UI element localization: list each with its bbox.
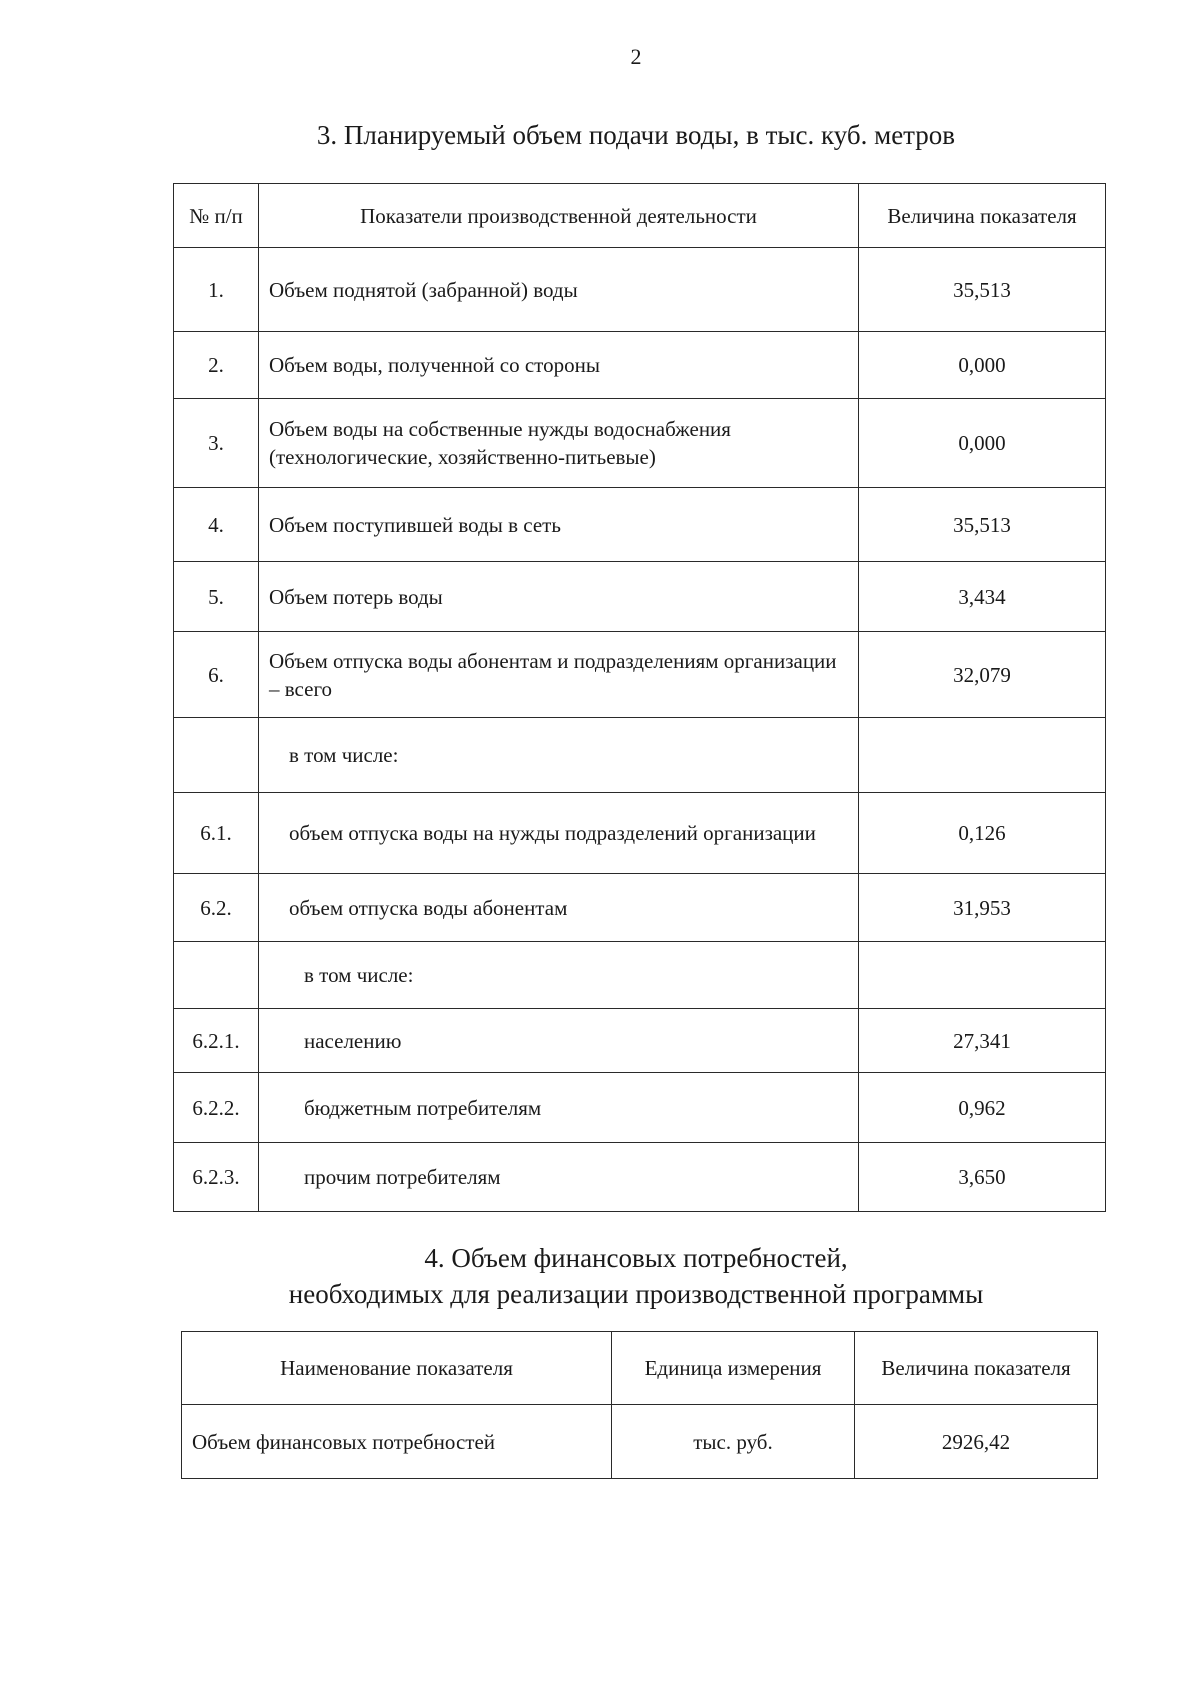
row-name: Объем финансовых потребностей — [182, 1405, 612, 1479]
row-value: 31,953 — [859, 874, 1106, 942]
row-value — [859, 718, 1106, 793]
row-indicator: прочим потребителям — [259, 1143, 859, 1212]
water-supply-table — [173, 183, 1106, 1212]
row-value — [859, 942, 1106, 1009]
row-number: 6.2.3. — [174, 1143, 259, 1212]
row-value: 27,341 — [859, 1009, 1106, 1073]
row-number: 2. — [174, 332, 259, 399]
table-row — [174, 793, 1106, 874]
row-indicator: населению — [259, 1009, 859, 1073]
table-row — [174, 562, 1106, 632]
row-indicator: объем отпуска воды на нужды подразделений организации — [259, 793, 859, 874]
row-number: 1. — [174, 248, 259, 332]
row-number: 6.2. — [174, 874, 259, 942]
section4-title — [0, 1240, 1200, 1312]
column-header-indicator: Показатели производственной деятельности — [259, 184, 859, 248]
row-value: 35,513 — [859, 488, 1106, 562]
row-value: 2926,42 — [855, 1405, 1098, 1479]
row-number: 6. — [174, 632, 259, 718]
table-row — [174, 874, 1106, 942]
table-row — [174, 332, 1106, 399]
table-row — [174, 248, 1106, 332]
table-header-row — [182, 1332, 1098, 1405]
column-header-value: Величина показателя — [855, 1332, 1098, 1405]
table-row — [174, 399, 1106, 488]
table-row — [174, 632, 1106, 718]
row-indicator: в том числе: — [259, 942, 859, 1009]
table-row — [174, 1073, 1106, 1143]
row-number: 6.2.2. — [174, 1073, 259, 1143]
row-number: 6.1. — [174, 793, 259, 874]
table-row — [174, 718, 1106, 793]
row-indicator: Объем воды, полученной со стороны — [259, 332, 859, 399]
row-value: 0,962 — [859, 1073, 1106, 1143]
table-row — [174, 1143, 1106, 1212]
table-row — [174, 942, 1106, 1009]
row-indicator: Объем отпуска воды абонентам и подразделениям организации – всего — [259, 632, 859, 718]
row-unit: тыс. руб. — [612, 1405, 855, 1479]
column-header-unit: Единица измерения — [612, 1332, 855, 1405]
column-header-value: Величина показателя — [859, 184, 1106, 248]
row-number — [174, 718, 259, 793]
column-header-name: Наименование показателя — [182, 1332, 612, 1405]
table-row — [182, 1405, 1098, 1479]
table-header-row — [174, 184, 1106, 248]
table-row — [174, 1009, 1106, 1073]
row-indicator: бюджетным потребителям — [259, 1073, 859, 1143]
row-value: 3,650 — [859, 1143, 1106, 1212]
page-number: 2 — [630, 44, 642, 69]
row-indicator: Объем потерь воды — [259, 562, 859, 632]
row-indicator: Объем поднятой (забранной) воды — [259, 248, 859, 332]
row-indicator: Объем поступившей воды в сеть — [259, 488, 859, 562]
section4-title-line1: 4. Объем финансовых потребностей, — [424, 1243, 848, 1273]
row-number — [174, 942, 259, 1009]
row-value: 0,000 — [859, 399, 1106, 488]
table-row — [174, 488, 1106, 562]
row-indicator: в том числе: — [259, 718, 859, 793]
row-number: 3. — [174, 399, 259, 488]
row-number: 4. — [174, 488, 259, 562]
row-number: 5. — [174, 562, 259, 632]
row-number: 6.2.1. — [174, 1009, 259, 1073]
column-header-number: № п/п — [174, 184, 259, 248]
financial-needs-table — [181, 1331, 1098, 1479]
row-value: 35,513 — [859, 248, 1106, 332]
row-value: 0,126 — [859, 793, 1106, 874]
row-value: 0,000 — [859, 332, 1106, 399]
section3-title: 3. Планируемый объем подачи воды, в тыс. куб. метров — [316, 120, 956, 150]
row-value: 32,079 — [859, 632, 1106, 718]
section4-title-line2: необходимых для реализации производственной программы — [288, 1279, 984, 1309]
row-indicator: объем отпуска воды абонентам — [259, 874, 859, 942]
row-value: 3,434 — [859, 562, 1106, 632]
row-indicator: Объем воды на собственные нужды водоснабжения (технологические, хозяйственно-питьевые) — [259, 399, 859, 488]
